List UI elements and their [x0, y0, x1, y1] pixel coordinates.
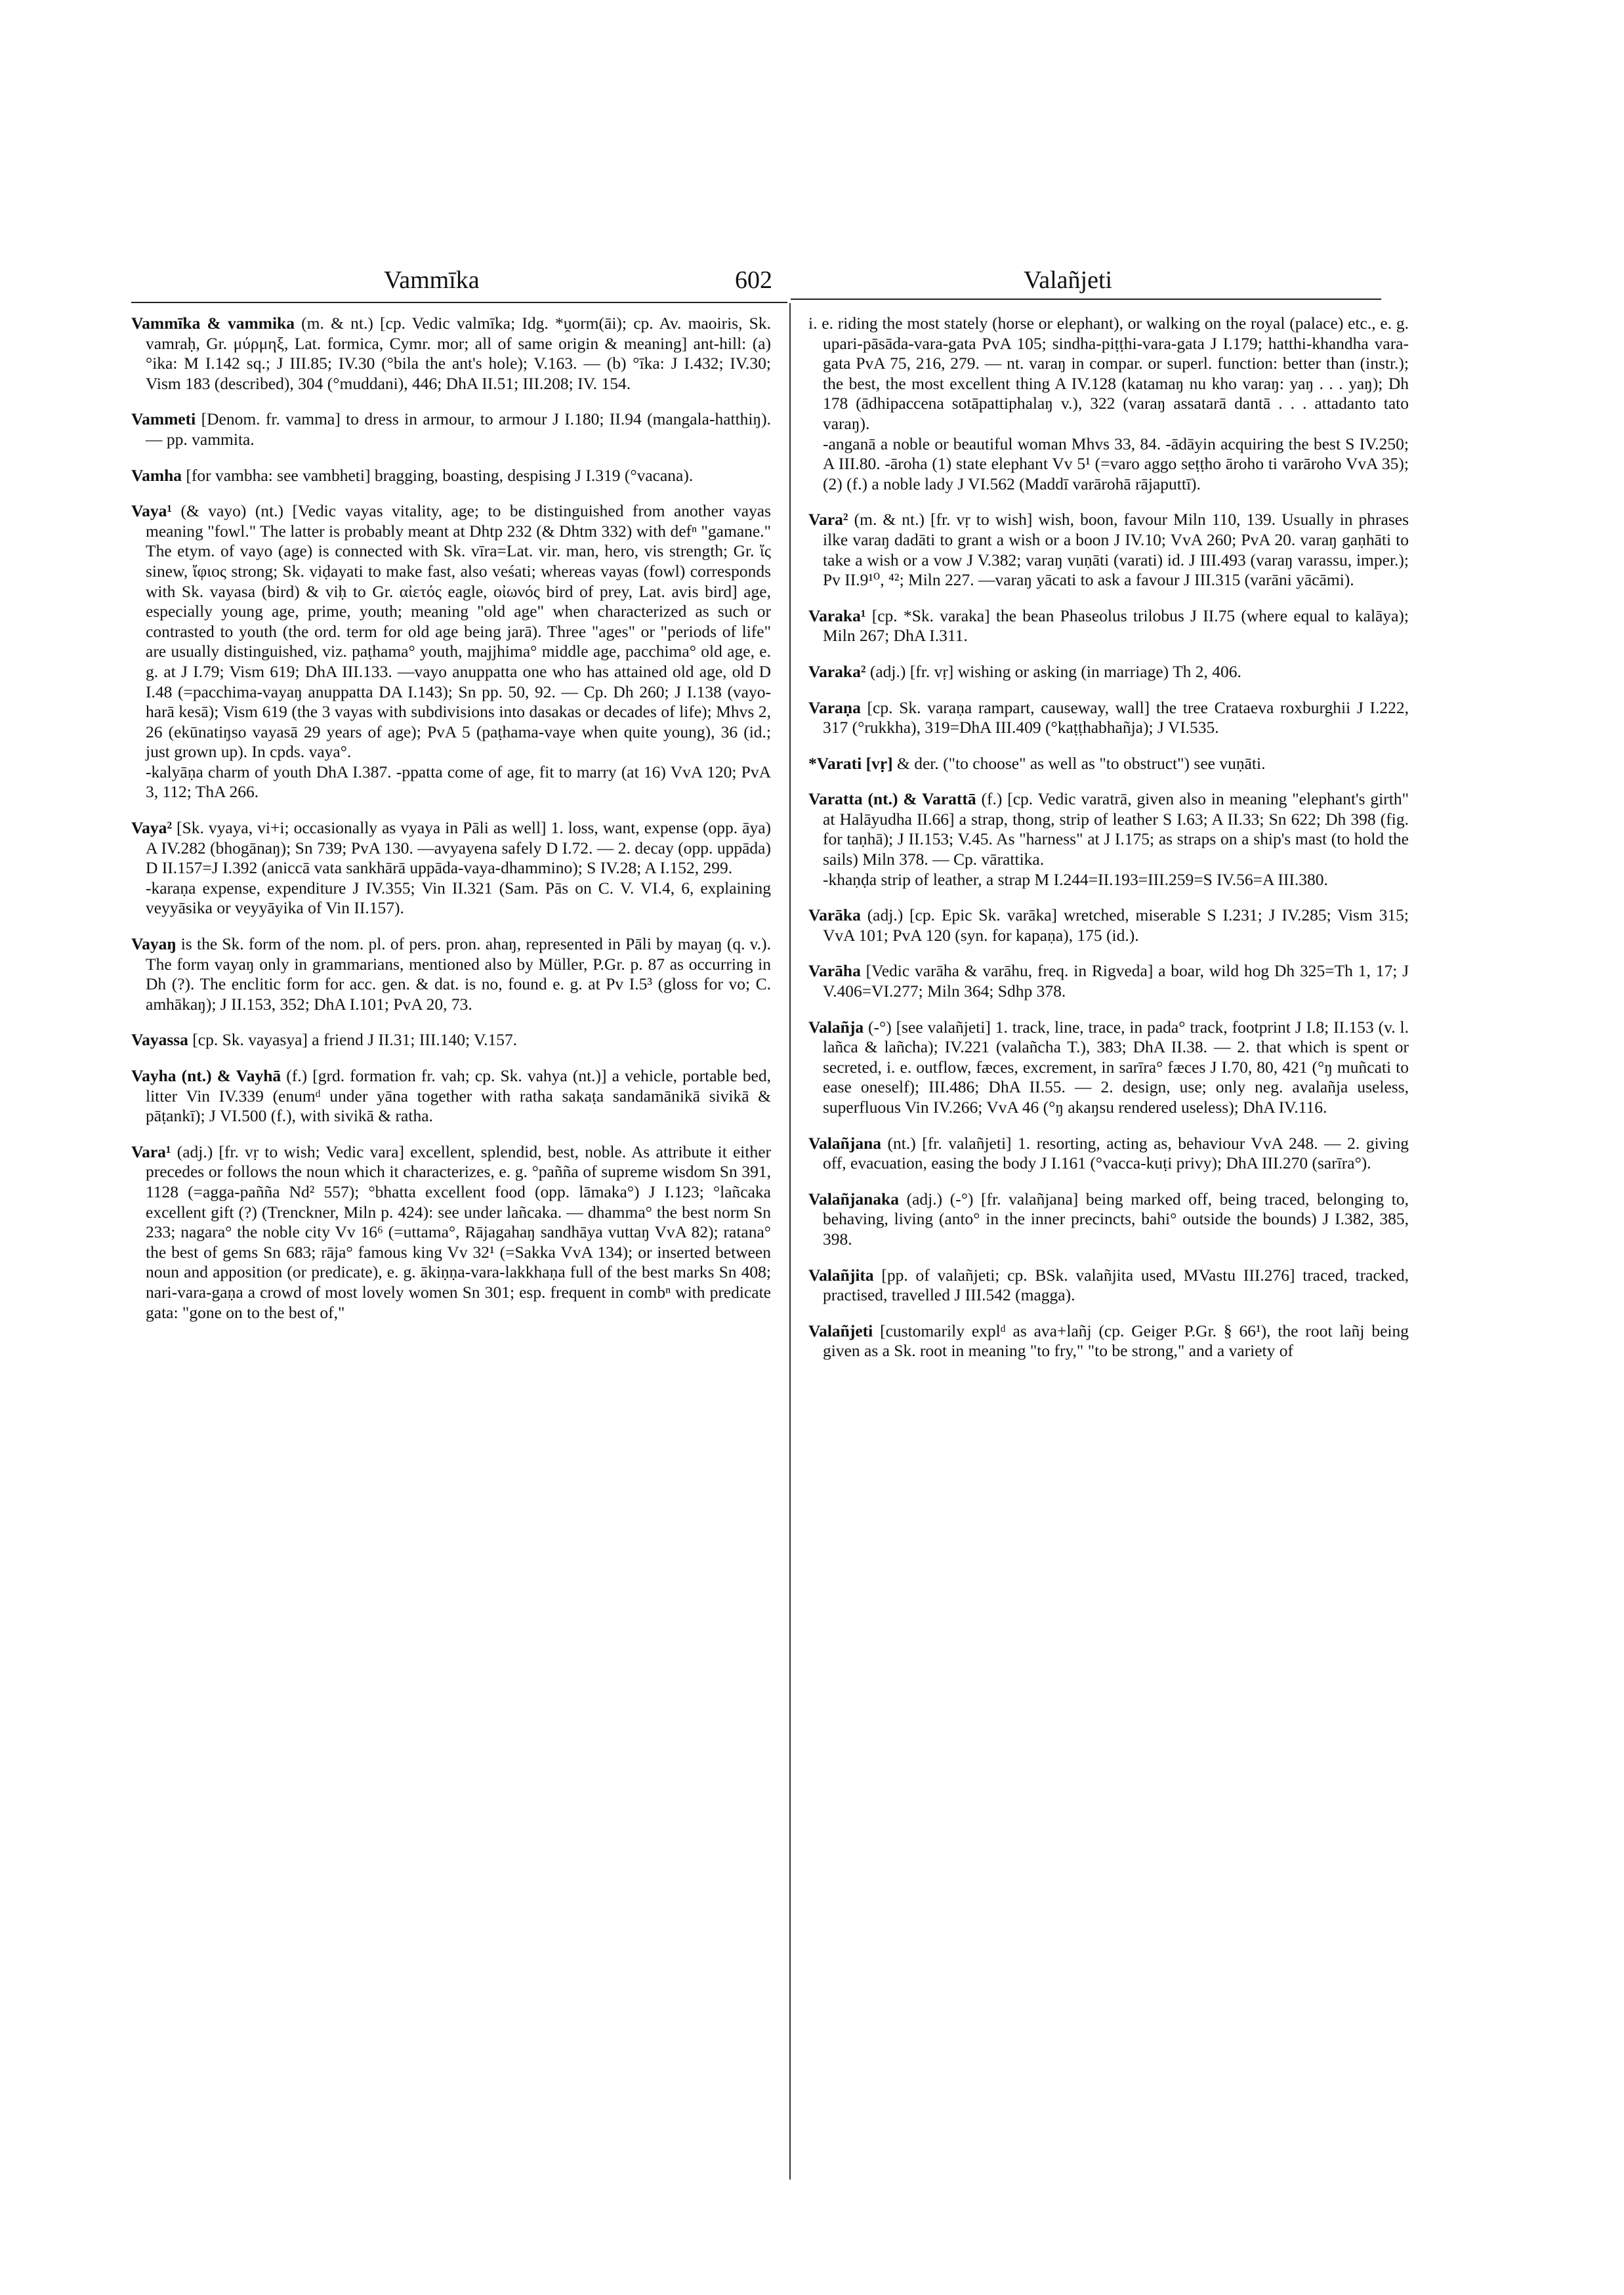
entry-text: (m. & nt.) [fr. vṛ to wish] wish, boon, favour Miln 110, 139. Usually in phrases ilke varaŋ dadāti to grant a wish or a boon J IV.10; VvA 260; PvA 20. varaŋ gaṇhāti to take a wish or a vow J V.382; varaŋ vuṇāti (varati) id. J III.493 (varaŋ varassu, imper.); Pv II.9¹⁰, ⁴²; Miln 227. —varaŋ yācati to ask a favour J III.315 (varāni yācāmi).: [823, 510, 1409, 590]
header-rule-right: [791, 299, 1381, 300]
entry-headword: *Varati [vṛ]: [808, 753, 893, 773]
dictionary-entry: [808, 1134, 1409, 1174]
entry-headword: Vayaŋ: [131, 934, 177, 954]
dictionary-entry: [808, 1321, 1409, 1361]
entry-text: (nt.) [fr. valañjeti] 1. resorting, acting as, behaviour VvA 248. — 2. giving off, evacuation, easing the body J I.161 (°vacca-kuṭi privy); DhA III.270 (sarīra°).: [823, 1133, 1409, 1173]
entry-compound: -anganā a noble or beautiful woman Mhvs 33, 84. -ādāyin acquiring the best S IV.250; A III.80. -āroha (1) state elephant Vv 5¹ (=varo aggo seṭṭho āroho ti varāroho VvA 35); (2) (f.) a noble lady J VI.562 (Maddī varārohā rājaputtī).: [823, 434, 1409, 493]
entry-text: [Vedic varāha & varāhu, freq. in Rigveda] a boar, wild hog Dh 325=Th 1, 17; J V.406=VI.277; Miln 364; Sdhp 378.: [823, 961, 1409, 1001]
dictionary-entry: [131, 934, 771, 1014]
dictionary-entry: [808, 606, 1409, 646]
entry-headword: Varaka²: [808, 661, 866, 681]
dictionary-entry: [808, 754, 1409, 774]
entry-headword: Varāka: [808, 905, 861, 925]
entry-headword: Vara¹: [131, 1142, 171, 1161]
entry-headword: Vaya¹: [131, 501, 172, 521]
column-divider: [789, 303, 791, 2180]
entry-text: i. e. riding the most stately (horse or elephant), or walking on the royal (palace) etc., e. g. upari-pāsāda-vara-gata PvA 105; sindha-piṭṭhi-vara-gata J I.179; hatthi-khandha vara-gata PvA 75, 216, 279. — nt. varaŋ in compar. or superl. function: better than (instr.); the best, the most excellent thing A IV.128 (katamaŋ nu kho varaŋ: yaŋ . . . yaŋ); Dh 178 (ādhipaccena sotāpattiphalaŋ v.), 322 (varaŋ assatarā dantā . . . attadanto tato varaŋ).: [808, 314, 1409, 433]
entry-headword: Varāha: [808, 961, 861, 981]
entry-text: (adj.) [cp. Epic Sk. varāka] wretched, miserable S I.231; J IV.285; Vism 315; VvA 101; PvA 120 (syn. for kapaṇa), 175 (id.).: [823, 905, 1409, 945]
entry-compound: -khaṇḍa strip of leather, a strap M I.244=II.193=III.259=S IV.56=A III.380.: [823, 869, 1328, 889]
entry-headword: Vayha (nt.) & Vayhā: [131, 1066, 281, 1085]
entry-text: (-°) [see valañjeti] 1. track, line, trace, in pada° track, footprint J I.8; II.153 (v. l. lañca & lañcha); IV.221 (valañcha T.), 383; DhA II.38. — 2. that which is spent or secreted, i. e. outflow, fæces, excrement, in sarīra° fæces J I.70, 80, 421 (°ŋ muñcati to ease oneself); III.486; DhA II.55. — 2. design, use; only neg. avalañja useless, superfluous Vin IV.266; VvA 46 (°ŋ akaŋsu rendered useless); DhA IV.116.: [823, 1017, 1409, 1117]
dictionary-entry: [808, 698, 1409, 738]
entry-headword: Valañja: [808, 1017, 864, 1037]
dictionary-entry: [808, 1266, 1409, 1306]
entry-text: (adj.) [fr. vṛ] wishing or asking (in marriage) Th 2, 406.: [869, 661, 1241, 681]
entry-text: [cp. Sk. vayasya] a friend J II.31; III.140; V.157.: [192, 1030, 518, 1050]
dictionary-entry: [131, 818, 771, 919]
header-rule-left: [131, 302, 787, 303]
entry-text: [Denom. fr. vamma] to dress in armour, to armour J I.180; II.94 (mangala-hatthiŋ). — pp. vammita.: [146, 409, 771, 449]
dictionary-entry: [131, 314, 771, 394]
entry-text: (adj.) [fr. vṛ to wish; Vedic vara] excellent, splendid, best, noble. As attribute it either precedes or follows the noun which it characterizes, e. g. °pañña of supreme wisdom Sn 391, 1128 (=agga-pañña Nd² 557); °bhatta excellent food (opp. lāmaka°) J I.123; °lañcaka excellent gift (?) (Trenckner, Miln p. 424): see under lañcaka. — dhamma° the best norm Sn 233; nagara° the noble city Vv 16⁶ (=uttama°, Rājagahaŋ sandhāya vuttaŋ VvA 82); ratana° the best of gems Sn 683; rāja° famous king Vv 32¹ (=Sakka VvA 134); or inserted between noun and apposition (or predicate), e. g. ākiṇṇa-vara-lakkhaṇa full of the best marks Sn 408; nari-vara-gaṇa a crowd of most lovely women Sn 301; esp. frequent in combⁿ with predicate gata: "gone on to the best of,": [146, 1142, 771, 1322]
entry-text: (m. & nt.) [cp. Vedic valmīka; Idg. *ṷorm(āi); cp. Av. maoiris, Sk. vamraḥ, Gr. μύρμηξ, Lat. formica, Cymr. mor; all of same origin & meaning] ant-hill: (a) °ika: M I.142 sq.; J III.85; IV.30 (°bila the ant's hole); V.163. — (b) °īka: J I.432; IV.30; Vism 183 (described), 304 (°muddani), 446; DhA II.51; III.208; IV. 154.: [146, 314, 771, 393]
entry-text: (f.) [grd. formation fr. vah; cp. Sk. vahya (nt.)] a vehicle, portable bed, litter Vin IV.339 (enumᵈ under yāna together with ratha sakaṭa sandamānikā sivikā & pāṭankī); J VI.500 (f.), with sivikā & ratha.: [146, 1066, 771, 1126]
header-right-word: Valañjeti: [1024, 266, 1113, 294]
entry-text: [customarily explᵈ as ava+lañj (cp. Geiger P.Gr. § 66¹), the root lañj being given as a Sk. root in meaning "to fry," "to be strong," and a variety of: [823, 1321, 1409, 1361]
dictionary-entry: [808, 314, 1409, 494]
entry-headword: Vammeti: [131, 409, 196, 429]
dictionary-entry: [131, 501, 771, 802]
right-column: [808, 314, 1409, 2203]
dictionary-entry: [808, 1189, 1409, 1250]
entry-headword: Valañjeti: [808, 1321, 873, 1340]
dictionary-entry: [808, 789, 1409, 890]
dictionary-entry: [808, 510, 1409, 590]
entry-text: [for vambha: see vambheti] bragging, boasting, despising J I.319 (°vacana).: [186, 465, 694, 485]
entry-headword: Vayassa: [131, 1030, 188, 1050]
header-left-word: Vammīka: [384, 266, 480, 294]
dictionary-entry: [131, 466, 771, 486]
entry-headword: Vaya²: [131, 818, 172, 838]
entry-text: [cp. Sk. varaṇa rampart, causeway, wall] the tree Crataeva roxburghii J I.222, 317 (°rukkha), 319=DhA III.409 (°kaṭṭhabhañja); J VI.535.: [823, 697, 1409, 737]
entry-compound: -kalyāṇa charm of youth DhA I.387. -ppatta come of age, fit to marry (at 16) VvA 120; PvA 3, 112; ThA 266.: [146, 762, 771, 802]
entry-text: is the Sk. form of the nom. pl. of pers. pron. ahaŋ, represented in Pāli by mayaŋ (q. v.). The form vayaŋ only in grammarians, mentioned also by Müller, P.Gr. p. 87 as occurring in Dh (?). The enclitic form for acc. gen. & dat. is no, found e. g. at Pv I.5³ (gloss for vo; C. amhākaŋ); J II.153, 352; DhA I.101; PvA 20, 73.: [146, 934, 771, 1014]
entry-headword: Valañjana: [808, 1133, 882, 1153]
entry-headword: Vara²: [808, 510, 848, 529]
dictionary-entry: [808, 662, 1409, 682]
entry-headword: Varaṇa: [808, 697, 861, 717]
entry-text: (f.) [cp. Vedic varatrā, given also in meaning "elephant's girth" at Halāyudha II.66] a strap, thong, strip of leather S I.63; A II.33; Sn 622; Dh 398 (fig. for taṇhā); J II.153; V.45. As "harness" at J I.175; as straps on a ship's mast (to hold the sails) Miln 378. — Cp. vārattika.: [823, 789, 1409, 869]
entry-headword: Vamha: [131, 465, 182, 485]
dictionary-entry: [131, 1030, 771, 1050]
entry-text: [cp. *Sk. varaka] the bean Phaseolus trilobus J II.75 (where equal to kalāya); Miln 267; DhA I.311.: [823, 606, 1409, 646]
entry-headword: Valañjita: [808, 1265, 874, 1285]
entry-text: [pp. of valañjeti; cp. BSk. valañjita used, MVastu III.276] traced, tracked, practised, travelled J III.542 (magga).: [823, 1265, 1409, 1305]
entry-headword: Varaka¹: [808, 606, 866, 625]
entry-compound: -karaṇa expense, expenditure J IV.355; Vin II.321 (Sam. Pās on C. V. VI.4, 6, explaining veyyāsika or veyyāyika of Vin II.157).: [146, 878, 771, 918]
dictionary-entry: [808, 905, 1409, 945]
entry-headword: Vammīka & vammika: [131, 314, 295, 333]
dictionary-entry: [131, 409, 771, 449]
page-number: 602: [735, 266, 772, 294]
entry-text: (adj.) (-°) [fr. valañjana] being marked off, being traced, belonging to, behaving, living (anto° in the inner precincts, bahi° outside the bounds) J I.382, 385, 398.: [823, 1189, 1409, 1249]
dictionary-entry: [131, 1066, 771, 1127]
left-column: [131, 314, 771, 2203]
dictionary-entry: [808, 1018, 1409, 1118]
entry-headword: Valañjanaka: [808, 1189, 899, 1209]
entry-headword: Varatta (nt.) & Varattā: [808, 789, 976, 809]
dictionary-entry: [808, 961, 1409, 1001]
entry-text: & der. ("to choose" as well as "to obstruct") see vuṇāti.: [897, 753, 1266, 773]
entry-text: [Sk. vyaya, vi+i; occasionally as vyaya in Pāli as well] 1. loss, want, expense (opp. āya) A IV.282 (bhogānaŋ); Sn 739; PvA 130. —avyayena safely D I.72. — 2. decay (opp. uppāda) D II.157=J I.392 (aniccā vata sankhārā uppāda-vaya-dhammino); S IV.28; A I.152, 299.: [146, 818, 771, 878]
entry-text: (& vayo) (nt.) [Vedic vayas vitality, age; to be distinguished from another vayas meaning "fowl." The latter is probably meant at Dhtp 232 (& Dhtm 332) with defⁿ "gamane." The etym. of vayo (age) is connected with Sk. vīra=Lat. vir. man, hero, vis strength; Gr. ἴς sinew, ἴφιος strong; Sk. viḍayati to make fast, also veśati; whereas vayas (fowl) corresponds with Sk. vayasa (bird) & viḥ to Gr. αἰετός eagle, οἰωνός bird of prey, Lat. avis bird] age, especially young age, prime, youth; meaning "old age" when characterized as such or contrasted to youth (the ord. term for old age being jarā). Three "ages" or "periods of life" are usually distinguished, viz. paṭhama° youth, majjhima° middle age, pacchima° old age, e. g. at J I.79; Vism 619; DhA III.133. —vayo anuppatta one who has attained old age, old D I.48 (=pacchima-vayaŋ anuppatta DA I.143); Sn pp. 50, 92. — Cp. Dh 260; J I.138 (vayo-harā kesā); Vism 619 (the 3 vayas with subdivisions into dasakas or decades of life); Mhvs 2, 26 (ekūnatiŋso vayasā 29 years of age); PvA 5 (paṭhama-vaye when quite young), 36 (id.; just grown up). In cpds. vaya°.: [146, 501, 771, 762]
dictionary-entry: [131, 1142, 771, 1323]
